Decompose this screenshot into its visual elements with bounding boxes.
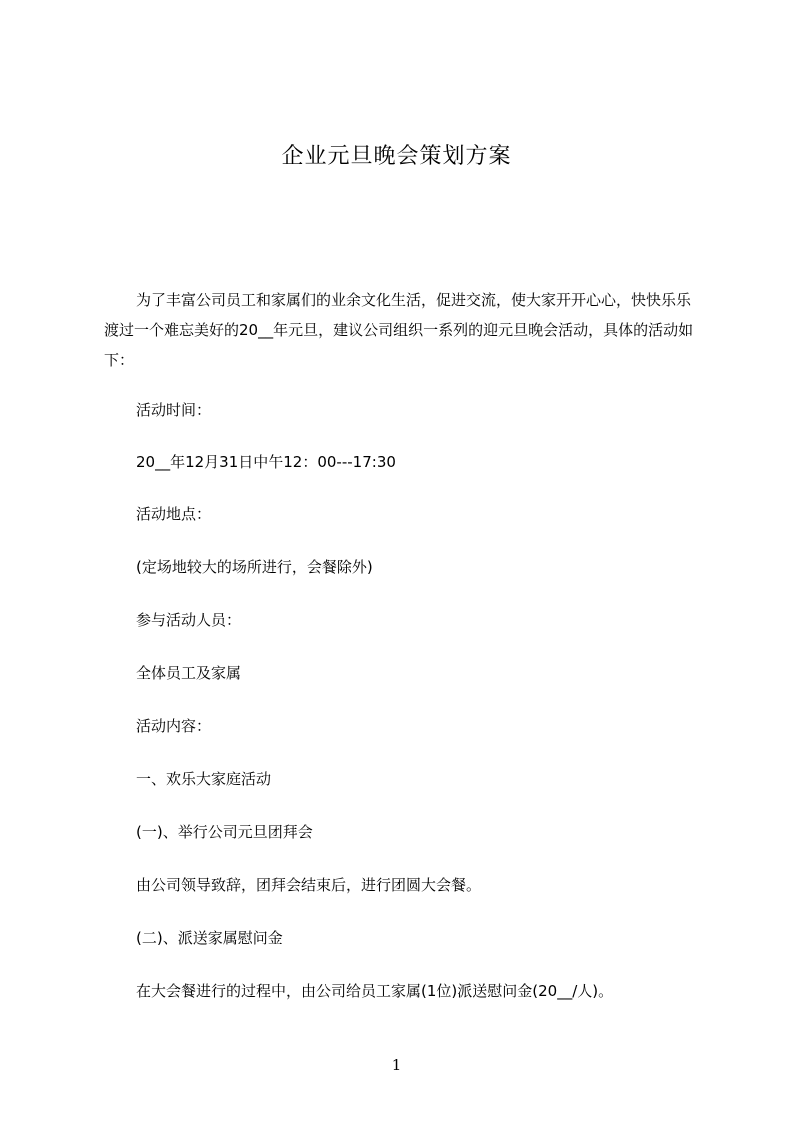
participants-label: 参与活动人员：	[136, 611, 242, 629]
section-heading-1: 一、欢乐大家庭活动	[136, 770, 272, 788]
activity-time-label: 活动时间：	[136, 401, 212, 419]
activity-time-value: 20__年12月31日中午12：00---17:30	[136, 453, 396, 471]
subsection-text-2: 在大会餐进行的过程中，由公司给员工家属(1位)派送慰问金(20__/人)。	[136, 982, 614, 1000]
activity-location-label: 活动地点：	[136, 505, 212, 523]
subsection-heading-2: (二)、派送家属慰问金	[136, 929, 283, 947]
subsection-text-1: 由公司领导致辞，团拜会结束后，进行团圆大会餐。	[136, 876, 482, 894]
subsection-heading-1: (一)、举行公司元旦团拜会	[136, 823, 313, 841]
activity-content-label: 活动内容：	[136, 717, 212, 735]
participants-value: 全体员工及家属	[136, 664, 242, 682]
activity-location-value: (定场地较大的场所进行，会餐除外)	[136, 558, 373, 576]
intro-paragraph: 为了丰富公司员工和家属们的业余文化生活，促进交流，使大家开开心心，快快乐乐渡过一个难忘美好的20__年元旦，建议公司组织一系列的迎元旦晚会活动，具体的活动如下：	[104, 291, 694, 369]
page-number: 1	[391, 1056, 402, 1074]
document-title: 企业元旦晚会策划方案	[281, 144, 512, 169]
